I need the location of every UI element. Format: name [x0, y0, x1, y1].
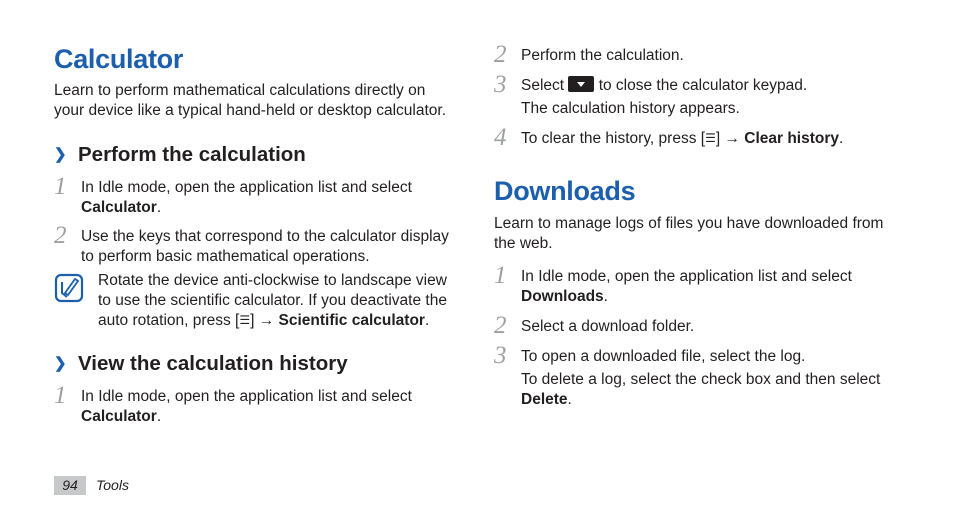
step-number: 1 — [494, 262, 507, 289]
menu-key-icon: ☰ — [239, 313, 251, 327]
step-subtext: The calculation history appears. — [521, 100, 740, 117]
step-text: In Idle mode, open the application list and select Downloads. — [521, 268, 852, 305]
menu-option-label: Downloads — [521, 288, 604, 305]
menu-option-label: Calculator — [81, 408, 157, 425]
page-number: 94 — [54, 476, 86, 495]
downloads-title: Downloads — [494, 176, 636, 206]
downloads-intro: Learn to manage logs of files you have downloaded from the web. — [494, 215, 884, 252]
step-number: 1 — [54, 173, 67, 200]
chevron-right-icon: ❯ — [54, 146, 67, 163]
step-number: 3 — [494, 71, 507, 98]
menu-option-label: Calculator — [81, 199, 157, 216]
note-text: Rotate the device anti-clockwise to landscape view to use the scientific calculator. If you deactivate the auto rotation, press [☰] → Scientific calculator. — [98, 272, 447, 329]
calculator-intro: Learn to perform mathematical calculations directly on your device like a typical hand-held or desktop calculator. — [54, 82, 447, 119]
menu-option-label: Scientific calculator — [278, 312, 425, 329]
step-number: 2 — [494, 41, 507, 68]
perform-heading — [54, 143, 306, 167]
step-number: 3 — [494, 342, 507, 369]
chevron-right-icon: ❯ — [54, 355, 67, 372]
step-text: In Idle mode, open the application list and select Calculator. — [81, 179, 412, 216]
menu-key-icon: ☰ — [705, 131, 716, 145]
step-subtext: To delete a log, select the check box and then select Delete. — [521, 371, 881, 408]
history-heading — [54, 352, 348, 376]
step-text: Use the keys that correspond to the calculator display to perform basic mathematical operations. — [81, 228, 449, 265]
step-text: To clear the history, press [☰] → Clear history. — [521, 130, 844, 147]
menu-option-label: Clear history — [744, 130, 840, 147]
note-icon — [54, 273, 84, 303]
step-text: In Idle mode, open the application list and select Calculator. — [81, 388, 412, 425]
step-number: 2 — [494, 312, 507, 339]
perform-heading-label: Perform the calculation — [78, 143, 306, 166]
step-text: Select a download folder. — [521, 318, 695, 335]
section-name: Tools — [96, 477, 129, 493]
step-text: Select to close the calculator keypad. The calculation history appears. — [521, 76, 904, 119]
step-number: 2 — [54, 222, 67, 249]
menu-option-label: Delete — [521, 391, 568, 408]
step-number: 4 — [494, 124, 507, 151]
calculator-title: Calculator — [54, 44, 184, 74]
step-number: 1 — [54, 382, 67, 409]
step-text: To open a downloaded file, select the log. To delete a log, select the check box and then select Delete. — [521, 347, 904, 410]
step-text: Perform the calculation. — [521, 47, 684, 64]
history-heading-label: View the calculation history — [78, 352, 348, 375]
close-keypad-icon — [568, 76, 594, 92]
